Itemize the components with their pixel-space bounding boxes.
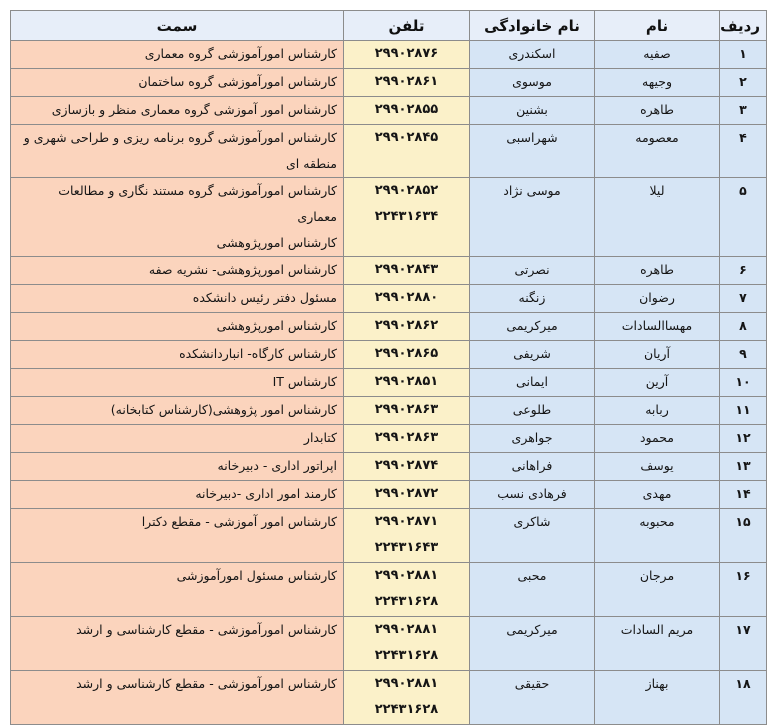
cell-phone <box>344 563 470 617</box>
cell-name: محبوبه <box>595 509 720 563</box>
role-text: کارشناس امورآموزشی گروه مستند نگاری و مطالعات معماری <box>58 183 337 224</box>
table-row <box>11 481 767 509</box>
cell-name: لیلا <box>595 178 720 257</box>
header-role: سمت <box>11 11 344 41</box>
cell-family: شریفی <box>470 341 595 369</box>
role-text: کارشناس امورپژوهشی <box>216 318 337 333</box>
cell-name: مریم السادات <box>595 617 720 671</box>
role-text: کارشناس امورآموزشی - مقطع کارشناسی و ارشد <box>76 622 337 637</box>
cell-name: مرجان <box>595 563 720 617</box>
cell-phone <box>344 617 470 671</box>
cell-family: میرکریمی <box>470 617 595 671</box>
cell-phone <box>344 69 470 97</box>
cell-role <box>11 313 344 341</box>
cell-radif: ۱۳ <box>720 453 767 481</box>
phone-number: ۲۹۹۰۲۸۷۴ <box>374 458 439 473</box>
cell-role <box>11 125 344 178</box>
phone-number: ۲۲۴۳۱۶۲۸ <box>374 648 439 663</box>
phone-number: ۲۹۹۰۲۸۸۱ <box>374 622 439 637</box>
role-text: مسئول دفتر رئیس دانشکده <box>192 290 337 305</box>
cell-role <box>11 563 344 617</box>
role-text: اپراتور اداری - دبیرخانه <box>217 458 337 473</box>
phone-number: ۲۹۹۰۲۸۶۳ <box>374 430 439 445</box>
cell-phone <box>344 341 470 369</box>
cell-role <box>11 341 344 369</box>
cell-phone <box>344 97 470 125</box>
role-text: کارشناس کارگاه- انباردانشکده <box>179 346 337 361</box>
cell-family: شهراسبی <box>470 125 595 178</box>
table-row <box>11 341 767 369</box>
phone-number: ۲۹۹۰۲۸۵۲ <box>374 183 439 198</box>
cell-family: بشنین <box>470 97 595 125</box>
cell-phone <box>344 313 470 341</box>
cell-radif: ۲ <box>720 69 767 97</box>
cell-radif: ۱۵ <box>720 509 767 563</box>
staff-table-container <box>10 10 766 725</box>
table-header-row <box>11 11 767 41</box>
role-text: کارشناس امورآموزشی گروه ساختمان <box>138 74 337 89</box>
cell-phone <box>344 41 470 69</box>
phone-number: ۲۹۹۰۲۸۸۱ <box>374 676 439 691</box>
cell-phone <box>344 125 470 178</box>
cell-phone <box>344 369 470 397</box>
cell-name: آریان <box>595 341 720 369</box>
cell-radif: ۱ <box>720 41 767 69</box>
phone-number: ۲۲۴۳۱۶۲۸ <box>374 702 439 717</box>
table-row <box>11 617 767 671</box>
cell-radif: ۱۶ <box>720 563 767 617</box>
cell-role <box>11 257 344 285</box>
role-text: کارشناس امورآموزشی گروه معماری <box>144 46 337 61</box>
cell-family: حقیقی <box>470 671 595 725</box>
cell-name: مهدی <box>595 481 720 509</box>
cell-role <box>11 97 344 125</box>
cell-role <box>11 41 344 69</box>
cell-name: طاهره <box>595 97 720 125</box>
cell-role <box>11 369 344 397</box>
phone-number: ۲۹۹۰۲۸۶۱ <box>374 74 439 89</box>
cell-name: محمود <box>595 425 720 453</box>
cell-family: موسی نژاد <box>470 178 595 257</box>
phone-number: ۲۹۹۰۲۸۶۳ <box>374 402 439 417</box>
cell-role <box>11 481 344 509</box>
role-text: منطقه ای <box>286 156 337 171</box>
role-text: کارشناس امور پژوهشی(کارشناس کتابخانه) <box>110 402 337 417</box>
table-row <box>11 453 767 481</box>
table-row <box>11 671 767 725</box>
phone-number: ۲۹۹۰۲۸۷۶ <box>374 46 439 61</box>
role-text: کارشناس امورآموزشی گروه برنامه ریزی و طراحی شهری و <box>23 130 337 145</box>
cell-name: وجیهه <box>595 69 720 97</box>
phone-number: ۲۹۹۰۲۸۸۰ <box>374 290 439 305</box>
phone-number: ۲۹۹۰۲۸۶۵ <box>374 346 439 361</box>
table-row <box>11 125 767 178</box>
table-row <box>11 178 767 257</box>
phone-number: ۲۲۴۳۱۶۴۳ <box>374 540 439 555</box>
cell-radif: ۱۴ <box>720 481 767 509</box>
cell-name: مهساالسادات <box>595 313 720 341</box>
cell-name: آرین <box>595 369 720 397</box>
cell-name: بهناز <box>595 671 720 725</box>
table-row <box>11 285 767 313</box>
cell-phone <box>344 257 470 285</box>
header-name: نام <box>595 11 720 41</box>
table-row <box>11 69 767 97</box>
cell-family: محبی <box>470 563 595 617</box>
cell-role <box>11 285 344 313</box>
table-row <box>11 97 767 125</box>
cell-role <box>11 671 344 725</box>
cell-family: فرهادی نسب <box>470 481 595 509</box>
cell-radif: ۱۲ <box>720 425 767 453</box>
cell-family: زنگنه <box>470 285 595 313</box>
table-row <box>11 313 767 341</box>
role-text: کارشناس IT <box>272 374 337 389</box>
phone-number: ۲۹۹۰۲۸۶۲ <box>374 318 439 333</box>
role-text: کارشناس امورپژوهشی- نشریه صفه <box>148 262 337 277</box>
cell-name: ربابه <box>595 397 720 425</box>
phone-number: ۲۹۹۰۲۸۷۱ <box>374 514 439 529</box>
table-row <box>11 369 767 397</box>
cell-role <box>11 397 344 425</box>
role-text: کتابدار <box>303 430 337 445</box>
cell-phone <box>344 481 470 509</box>
table-body <box>11 41 767 725</box>
phone-number: ۲۲۴۳۱۶۳۴ <box>374 209 439 224</box>
role-text: کارشناس مسئول امورآموزشی <box>176 568 337 583</box>
cell-role <box>11 453 344 481</box>
cell-role <box>11 617 344 671</box>
cell-phone <box>344 671 470 725</box>
cell-phone <box>344 453 470 481</box>
header-family: نام خانوادگی <box>470 11 595 41</box>
cell-radif: ۱۰ <box>720 369 767 397</box>
cell-family: طلوعی <box>470 397 595 425</box>
cell-name: یوسف <box>595 453 720 481</box>
role-text: کارشناس امورآموزشی - مقطع کارشناسی و ارشد <box>76 676 337 691</box>
cell-radif: ۱۸ <box>720 671 767 725</box>
table-row <box>11 509 767 563</box>
cell-radif: ۱۷ <box>720 617 767 671</box>
cell-family: موسوی <box>470 69 595 97</box>
cell-role <box>11 509 344 563</box>
phone-number: ۲۲۴۳۱۶۲۸ <box>374 594 439 609</box>
cell-family: نصرتی <box>470 257 595 285</box>
cell-role <box>11 425 344 453</box>
phone-number: ۲۹۹۰۲۸۷۲ <box>374 486 439 501</box>
cell-radif: ۷ <box>720 285 767 313</box>
cell-radif: ۳ <box>720 97 767 125</box>
role-text: کارشناس امور آموزشی گروه معماری منظر و بازسازی <box>51 102 337 117</box>
header-phone: تلفن <box>344 11 470 41</box>
cell-family: ایمانی <box>470 369 595 397</box>
cell-phone <box>344 509 470 563</box>
cell-family: فراهانی <box>470 453 595 481</box>
header-radif: ردیف <box>720 11 767 41</box>
staff-table <box>10 10 767 725</box>
cell-radif: ۴ <box>720 125 767 178</box>
cell-name: معصومه <box>595 125 720 178</box>
cell-radif: ۵ <box>720 178 767 257</box>
cell-radif: ۸ <box>720 313 767 341</box>
cell-role <box>11 69 344 97</box>
role-text: کارشناس امورپژوهشی <box>216 235 337 250</box>
cell-name: رضوان <box>595 285 720 313</box>
table-row <box>11 257 767 285</box>
cell-phone <box>344 178 470 257</box>
cell-name: صفیه <box>595 41 720 69</box>
role-text: کارمند امور اداری -دبیرخانه <box>195 486 337 501</box>
cell-phone <box>344 285 470 313</box>
cell-family: شاکری <box>470 509 595 563</box>
cell-name: طاهره <box>595 257 720 285</box>
cell-radif: ۶ <box>720 257 767 285</box>
phone-number: ۲۹۹۰۲۸۵۵ <box>374 102 439 117</box>
table-row <box>11 397 767 425</box>
cell-family: جواهری <box>470 425 595 453</box>
table-row <box>11 563 767 617</box>
phone-number: ۲۹۹۰۲۸۵۱ <box>374 374 439 389</box>
role-text: کارشناس امور آموزشی - مقطع دکترا <box>141 514 337 529</box>
cell-role <box>11 178 344 257</box>
cell-phone <box>344 425 470 453</box>
cell-phone <box>344 397 470 425</box>
cell-radif: ۹ <box>720 341 767 369</box>
phone-number: ۲۹۹۰۲۸۸۱ <box>374 568 439 583</box>
cell-radif: ۱۱ <box>720 397 767 425</box>
cell-family: میرکریمی <box>470 313 595 341</box>
phone-number: ۲۹۹۰۲۸۴۵ <box>374 130 439 145</box>
table-row <box>11 41 767 69</box>
table-row <box>11 425 767 453</box>
phone-number: ۲۹۹۰۲۸۴۳ <box>374 262 439 277</box>
cell-family: اسکندری <box>470 41 595 69</box>
